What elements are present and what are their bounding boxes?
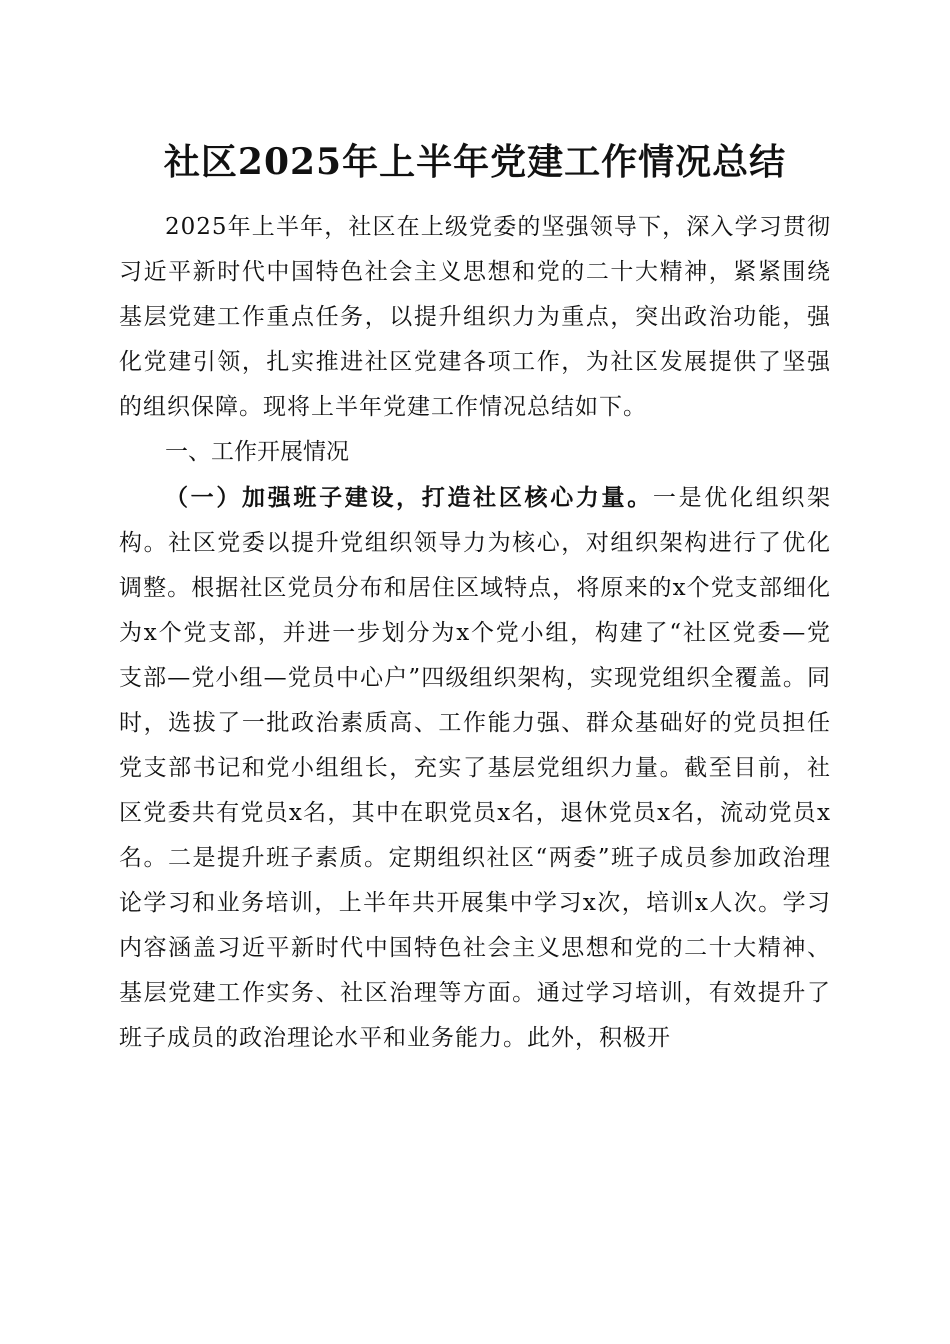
document-body: [119, 205, 831, 1061]
subsection-text-1: 一是优化组织架构。社区党委以提升党组织领导力为核心，对组织架构进行了优化调整。根据社区党员分布和居住区域特点，将原来的x个党支部细化为x个党支部，并进一步划分为x个党小组，构建了“社区党委—党支部—党小组—党员中心户”四级组织架构，实现党组织全覆盖。同时，选拔了一批政治素质高、工作能力强、群众基础好的党员担任党支部书记和党小组组长，充实了基层党组织力量。截至目前，社区党委共有党员x名，其中在职党员x名，退休党员x名，流动党员x名。二是提升班子素质。定期组织社区“两委”班子成员参加政治理论学习和业务培训，上半年共开展集中学习x次，培训x人次。学习内容涵盖习近平新时代中国特色社会主义思想和党的二十大精神、基层党建工作实务、社区治理等方面。通过学习培训，有效提升了班子成员的政治理论水平和业务能力。此外，积极开: [119, 485, 832, 1051]
subsection-paragraph-1: [119, 475, 831, 1061]
document-title: 社区2025年上半年党建工作情况总结: [163, 141, 787, 183]
intro-paragraph: 2025年上半年，社区在上级党委的坚强领导下，深入学习贯彻习近平新时代中国特色社会主义思想和党的二十大精神，紧紧围绕基层党建工作重点任务，以提升组织力为重点，突出政治功能，强化党建引领，扎实推进社区党建各项工作，为社区发展提供了坚强的组织保障。现将上半年党建工作情况总结如下。: [119, 214, 831, 420]
subsection-heading-1: （一）加强班子建设，打造社区核心力量。: [165, 484, 653, 511]
section-heading-1: 一、工作开展情况: [165, 439, 349, 465]
